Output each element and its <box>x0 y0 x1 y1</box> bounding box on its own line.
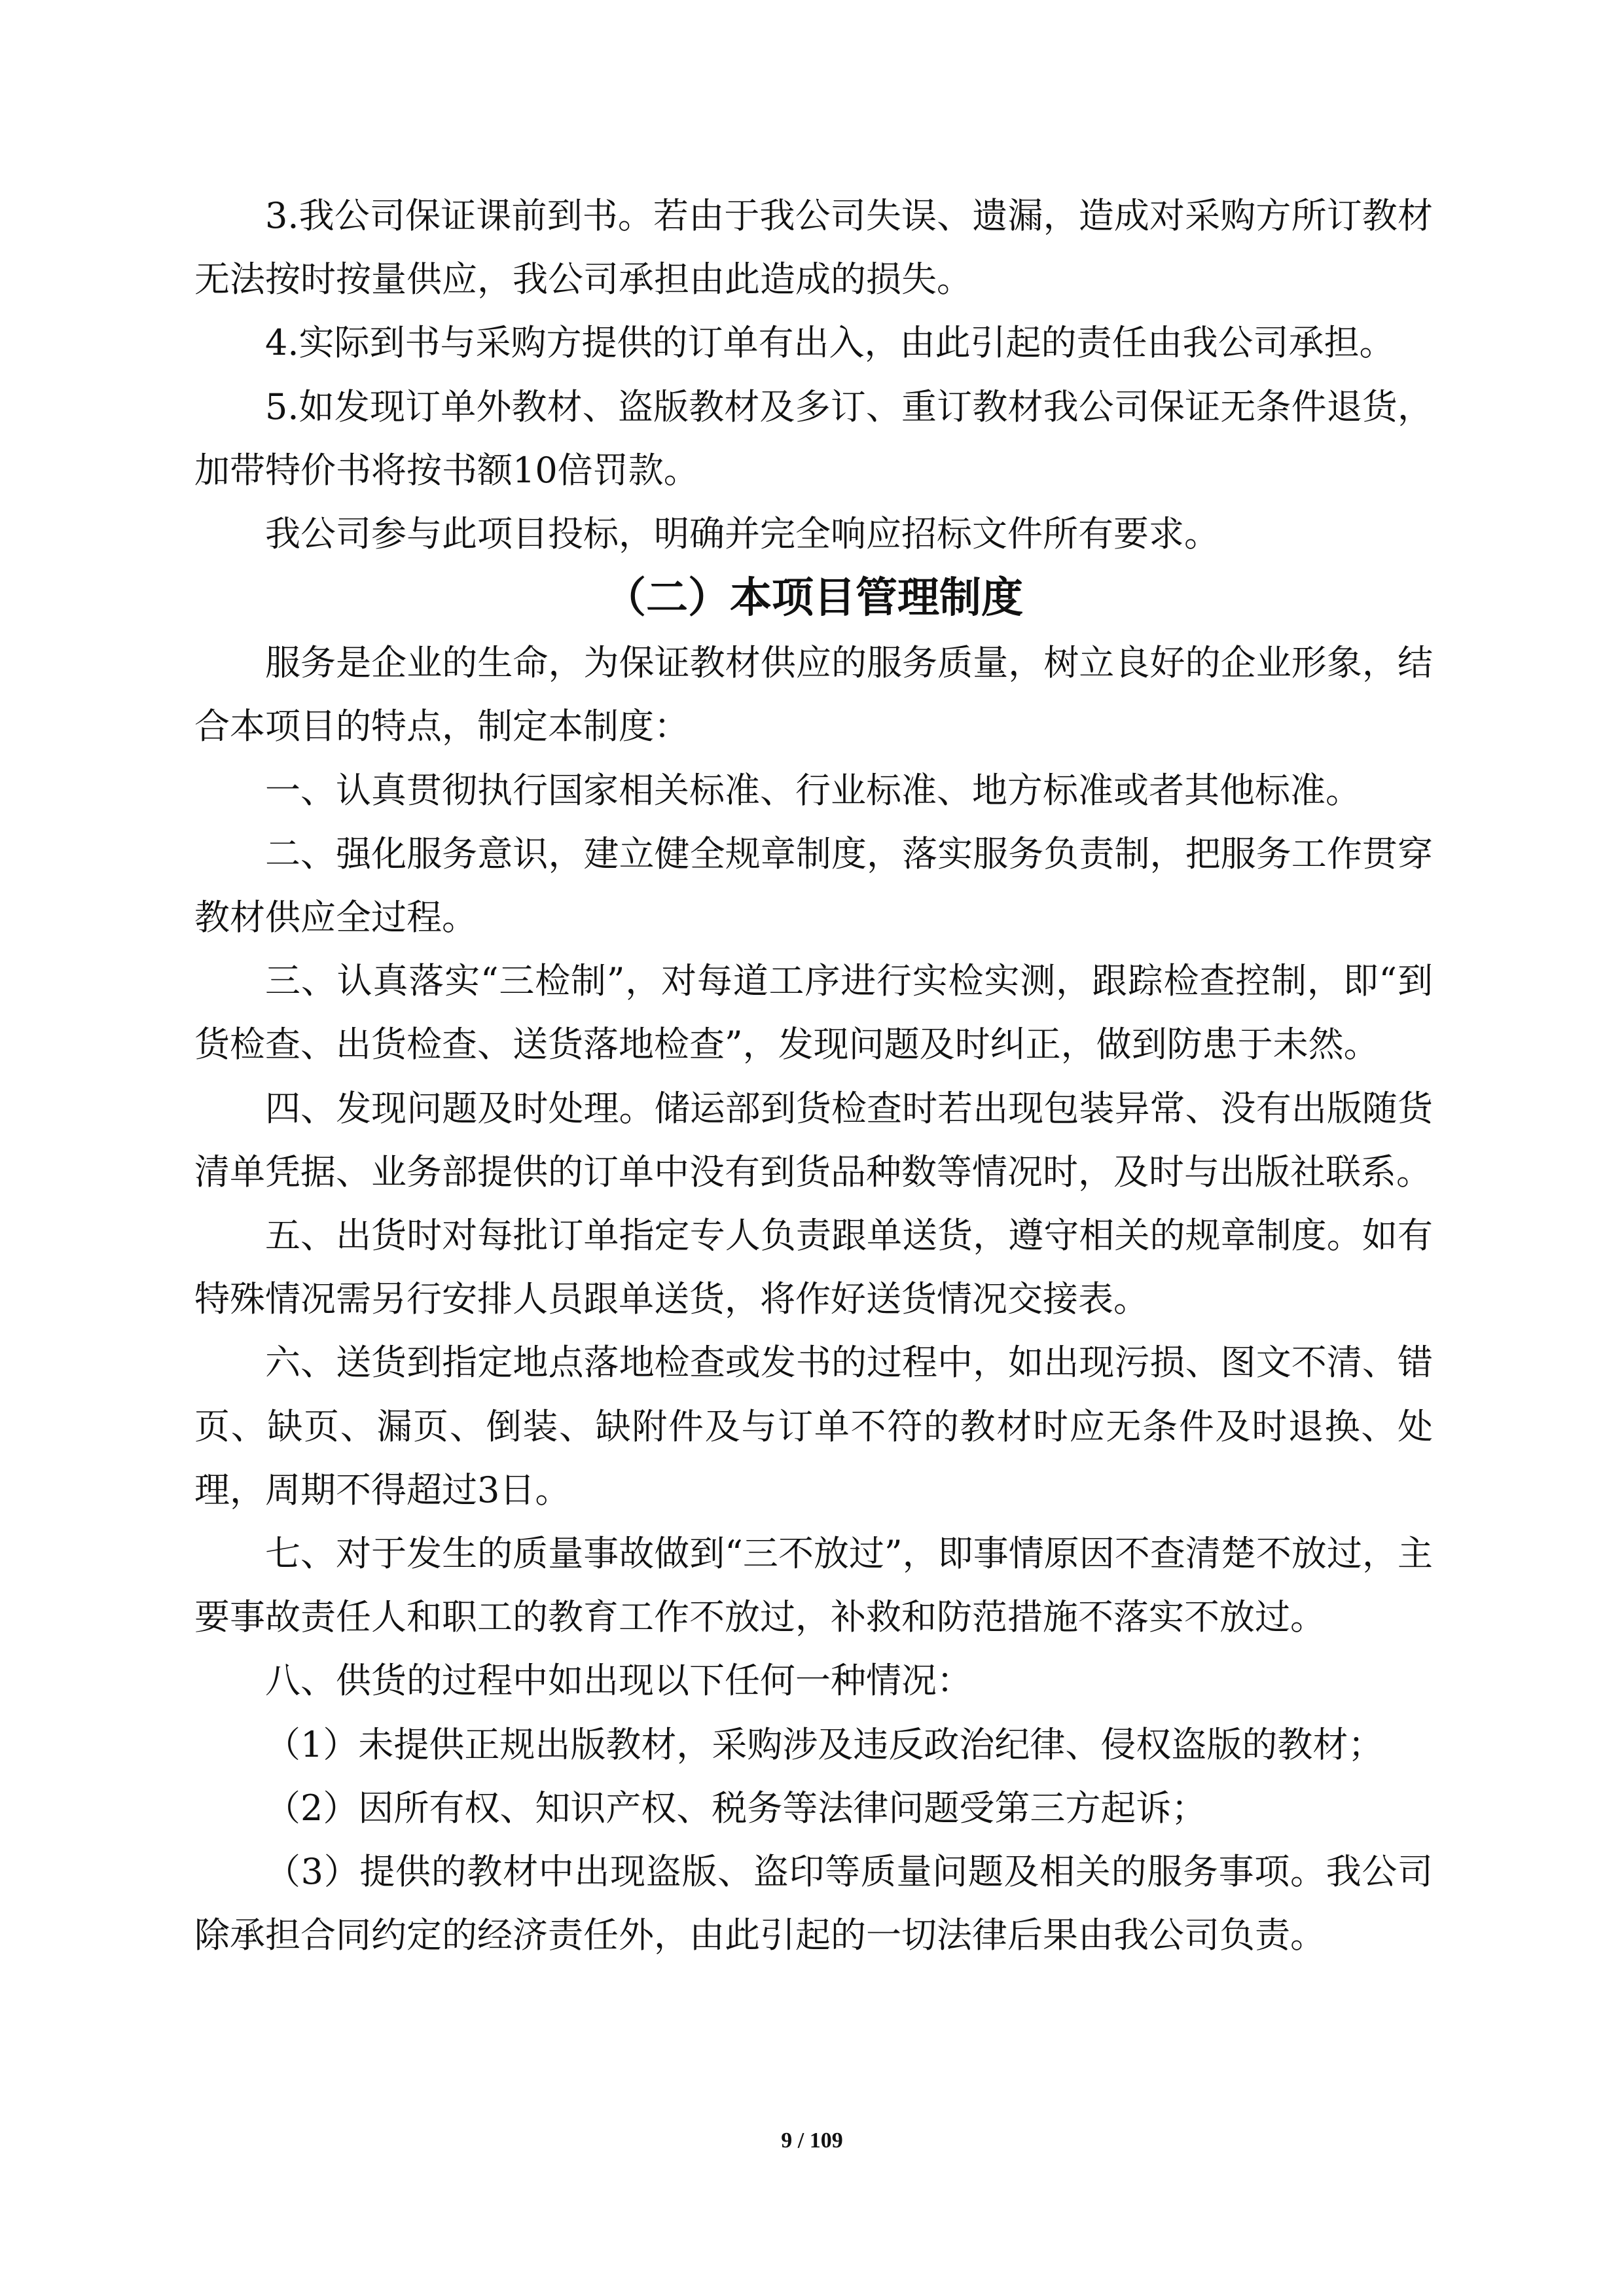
paragraph: 二、强化服务意识，建立健全规章制度，落实服务负责制，把服务工作贯穿教材供应全过程。 <box>194 833 1433 939</box>
paragraph: 5.如发现订单外教材、盗版教材及多订、重订教材我公司保证无条件退货，加带特价书将按书额10倍罚款。 <box>194 386 1433 491</box>
paragraph: 4.实际到书与采购方提供的订单有出入，由此引起的责任由我公司承担。 <box>265 322 1395 364</box>
document-body <box>194 184 1433 1967</box>
paragraph: 三、认真落实“三检制”，对每道工序进行实检实测，跟踪检查控制，即“到货检查、出货检查、送货落地检查”，发现问题及时纠正，做到防患于未然。 <box>194 960 1433 1066</box>
paragraph: 六、送货到指定地点落地检查或发书的过程中，如出现污损、图文不清、错页、缺页、漏页、倒装、缺附件及与订单不符的教材时应无条件及时退换、处理，周期不得超过3日。 <box>194 1342 1433 1511</box>
list-item: （1）未提供正规出版教材，采购涉及违反政治纪律、侵权盗版的教材； <box>265 1723 1384 1765</box>
list-item: （2）因所有权、知识产权、税务等法律问题受第三方起诉； <box>265 1787 1207 1829</box>
paragraph: 四、发现问题及时处理。储运部到货检查时若出现包装异常、没有出版随货清单凭据、业务部提供的订单中没有到货品种数等情况时，及时与出版社联系。 <box>194 1087 1433 1193</box>
paragraph: 八、供货的过程中如出现以下任何一种情况： <box>265 1660 972 1702</box>
paragraph: 一、认真贯彻执行国家相关标准、行业标准、地方标准或者其他标准。 <box>265 769 1361 811</box>
paragraph: 服务是企业的生命，为保证教材供应的服务质量，树立良好的企业形象，结合本项目的特点，制定本制度： <box>194 642 1433 747</box>
list-item: （3）提供的教材中出现盗版、盗印等质量问题及相关的服务事项。我公司除承担合同约定的经济责任外，由此引起的一切法律后果由我公司负责。 <box>194 1851 1433 1956</box>
section-heading: （二）本项目管理制度 <box>604 574 1023 623</box>
paragraph: 我公司参与此项目投标，明确并完全响应招标文件所有要求。 <box>265 513 1219 555</box>
page-number: 9 / 109 <box>781 2128 843 2153</box>
paragraph: 3.我公司保证课前到书。若由于我公司失误、遗漏，造成对采购方所订教材无法按时按量供应，我公司承担由此造成的损失。 <box>194 195 1433 300</box>
paragraph: 五、出货时对每批订单指定专人负责跟单送货，遵守相关的规章制度。如有特殊情况需另行安排人员跟单送货，将作好送货情况交接表。 <box>194 1215 1433 1320</box>
paragraph: 七、对于发生的质量事故做到“三不放过”，即事情原因不查清楚不放过，主要事故责任人和职工的教育工作不放过，补救和防范措施不落实不放过。 <box>194 1533 1433 1638</box>
